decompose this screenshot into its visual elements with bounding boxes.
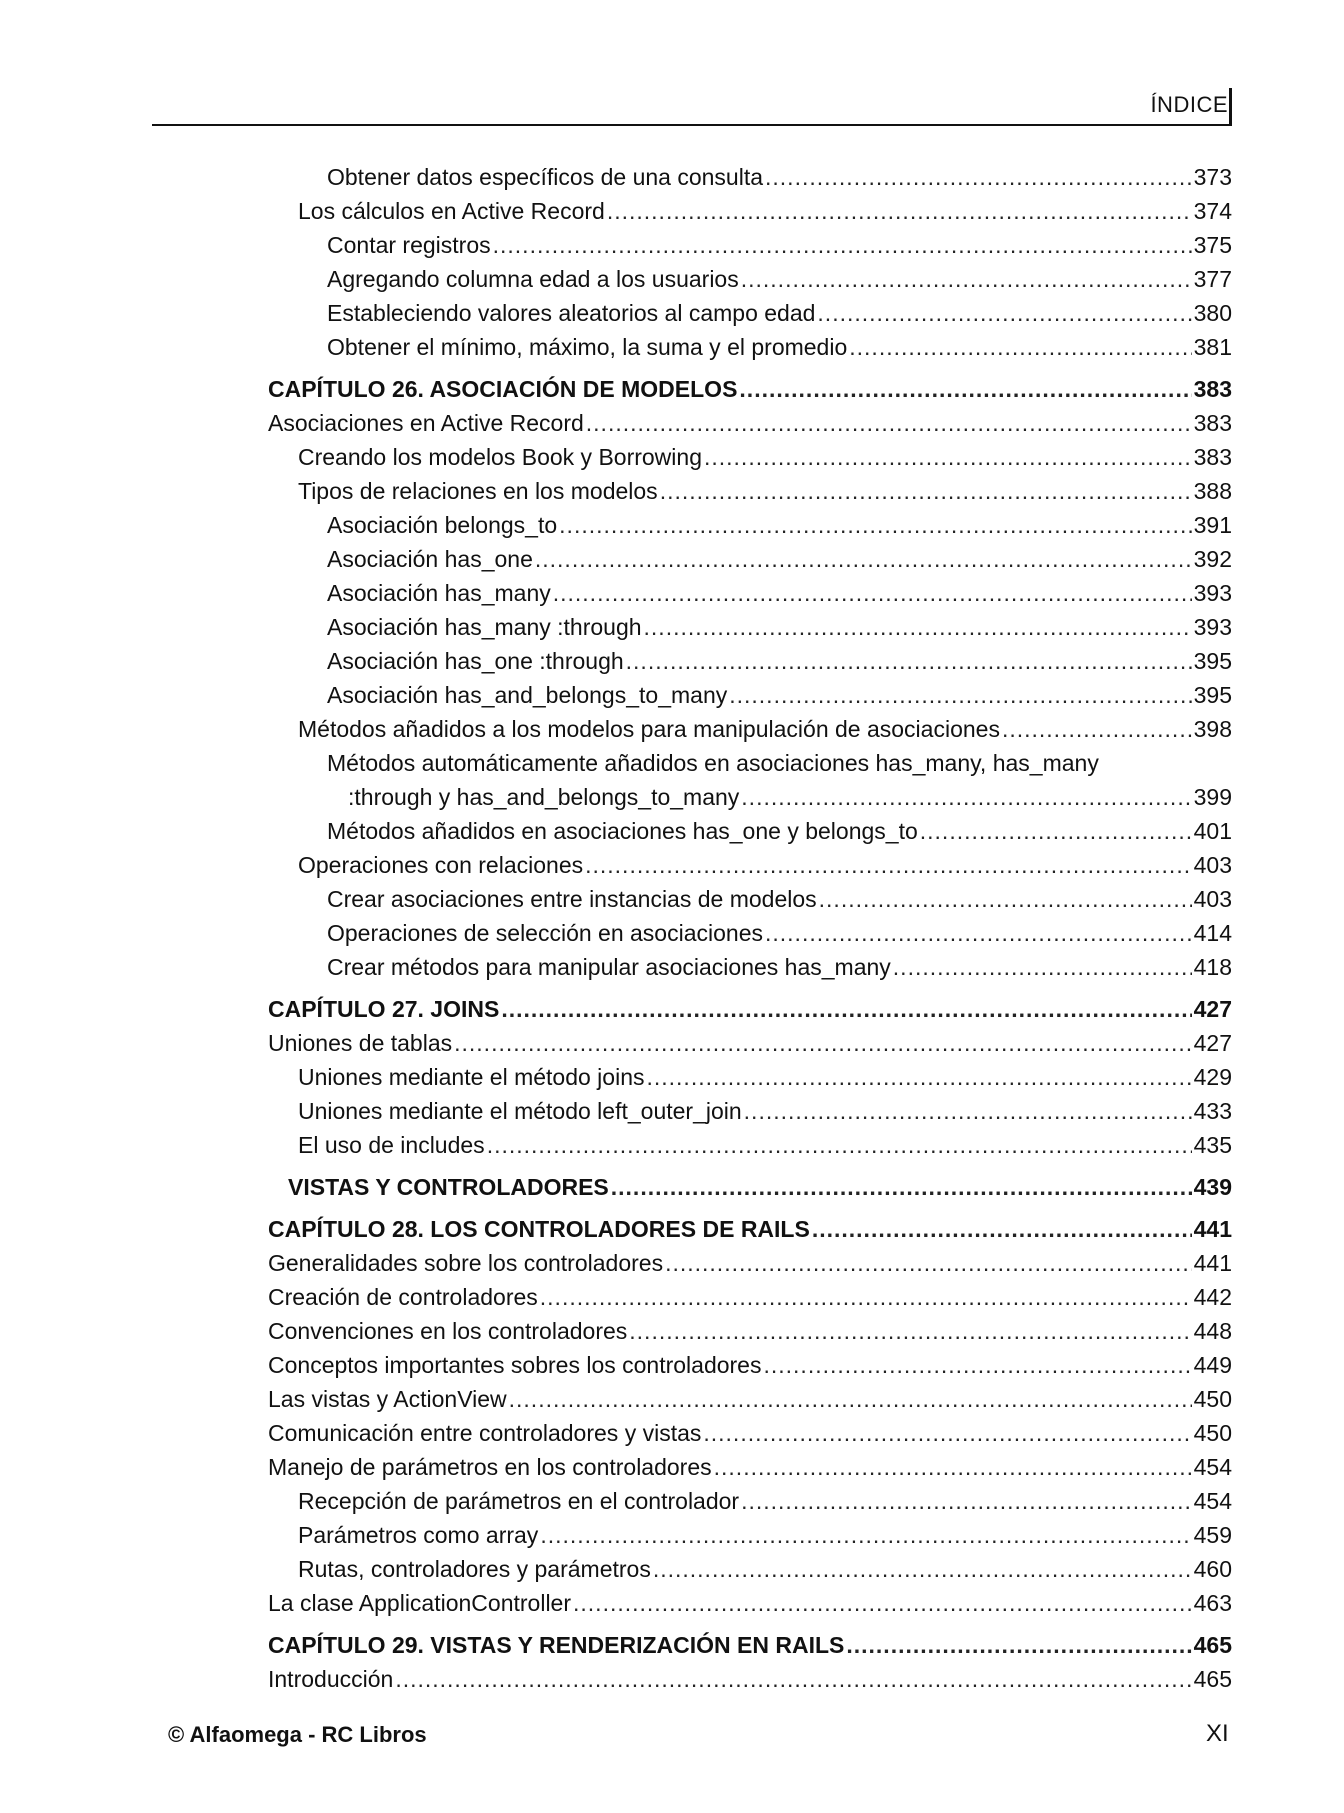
toc-entry	[268, 610, 1232, 644]
dot-leader	[559, 508, 1191, 542]
toc-entry-label: Asociación has_one :through	[327, 648, 624, 674]
toc-entry-label: Contar registros	[327, 232, 491, 258]
dot-leader	[763, 1348, 1191, 1382]
toc-entry	[268, 1128, 1232, 1162]
dot-leader	[665, 1246, 1192, 1280]
dot-leader	[741, 1484, 1192, 1518]
toc-entry-label: Operaciones con relaciones	[298, 852, 584, 878]
toc-entry-label: Estableciendo valores aleatorios al campo edad	[327, 300, 816, 326]
toc-entry-page: 403	[1193, 852, 1232, 878]
toc-entry-page: 377	[1193, 266, 1232, 292]
toc-entry-label: Uniones mediante el método joins	[298, 1064, 645, 1090]
toc-entry-label: Las vistas y ActionView	[268, 1386, 507, 1412]
dot-leader	[629, 1314, 1191, 1348]
dot-leader	[487, 1128, 1192, 1162]
toc-entry-page: 383	[1193, 410, 1232, 436]
dot-leader	[395, 1662, 1191, 1696]
toc-entry-label: Asociación has_one	[327, 546, 533, 572]
toc-entry-page: 418	[1193, 954, 1232, 980]
toc-entry-page: 395	[1193, 648, 1232, 674]
toc-entry	[268, 1484, 1232, 1518]
toc-entry-label: CAPÍTULO 27. JOINS	[268, 996, 500, 1022]
footer-publisher: © Alfaomega - RC Libros	[168, 1722, 427, 1747]
dot-leader	[741, 780, 1191, 814]
toc-entry-label: CAPÍTULO 26. ASOCIACIÓN DE MODELOS	[268, 376, 738, 402]
toc-entry-label: Agregando columna edad a los usuarios	[327, 266, 739, 292]
toc-chapter-entry	[268, 1628, 1232, 1662]
dot-leader	[553, 576, 1192, 610]
dot-leader	[653, 1552, 1192, 1586]
toc-entry	[268, 1586, 1232, 1620]
toc-entry-page: 433	[1193, 1098, 1232, 1124]
dot-leader	[607, 194, 1192, 228]
toc-entry-page: 383	[1193, 376, 1232, 402]
toc-entry	[268, 644, 1232, 678]
toc-entry-label: Operaciones de selección en asociaciones	[327, 920, 763, 946]
toc-entry	[268, 1450, 1232, 1484]
dot-leader	[893, 950, 1192, 984]
toc-entry-label: Asociación has_many :through	[327, 614, 642, 640]
toc-entry-page: 454	[1193, 1454, 1232, 1480]
toc-chapter-entry	[268, 1212, 1232, 1246]
dot-leader	[703, 1416, 1191, 1450]
toc-entry	[268, 1662, 1232, 1696]
dot-leader	[1002, 712, 1192, 746]
toc-entry-page: 383	[1193, 444, 1232, 470]
toc-entry-page: 427	[1193, 996, 1232, 1022]
toc-entry	[268, 228, 1232, 262]
dot-leader	[714, 1450, 1192, 1484]
toc-entry-label: Crear asociaciones entre instancias de modelos	[327, 886, 817, 912]
toc-entry	[268, 406, 1232, 440]
dot-leader	[744, 1094, 1192, 1128]
toc-entry-label: Obtener datos específicos de una consulta	[327, 164, 764, 190]
toc-entry	[268, 1280, 1232, 1314]
toc-entry-page: 429	[1193, 1064, 1232, 1090]
toc-entry-label: Parámetros como array	[298, 1522, 539, 1548]
toc-chapter-entry	[268, 992, 1232, 1026]
toc-entry	[268, 780, 1232, 814]
toc-entry	[268, 1518, 1232, 1552]
toc-entry-page: 374	[1193, 198, 1232, 224]
toc-entry-page: 427	[1193, 1030, 1232, 1056]
dot-leader	[849, 330, 1191, 364]
toc-entry-label: Obtener el mínimo, máximo, la suma y el promedio	[327, 334, 848, 360]
toc-entry-label: Los cálculos en Active Record	[298, 198, 605, 224]
toc-entry	[268, 916, 1232, 950]
dot-leader	[739, 372, 1191, 406]
toc-entry-page: 465	[1193, 1632, 1232, 1658]
toc-entry	[268, 508, 1232, 542]
toc-entry	[268, 1060, 1232, 1094]
toc-entry-label: Introducción	[268, 1666, 394, 1692]
toc-entry-page: 435	[1193, 1132, 1232, 1158]
toc-entry-label: VISTAS Y CONTROLADORES	[288, 1174, 609, 1200]
toc-entry-label: Métodos automáticamente añadidos en asociaciones has_many, has_many	[327, 750, 1099, 776]
toc-chapter-entry	[268, 372, 1232, 406]
toc-entry-label: Asociación belongs_to	[327, 512, 558, 538]
toc-entry-page: 454	[1193, 1488, 1232, 1514]
toc-entry-page: 448	[1193, 1318, 1232, 1344]
toc-entry	[268, 1382, 1232, 1416]
toc-entry-label: :through y has_and_belongs_to_many	[348, 784, 740, 810]
toc-entry-page: 441	[1193, 1216, 1232, 1242]
toc-entry-page: 393	[1193, 580, 1232, 606]
dot-leader	[817, 296, 1191, 330]
toc-entry	[268, 474, 1232, 508]
toc-entry	[268, 1348, 1232, 1382]
toc-entry-page: 449	[1193, 1352, 1232, 1378]
dot-leader	[644, 610, 1192, 644]
toc-entry-label: Creación de controladores	[268, 1284, 538, 1310]
toc-entry-label: Tipos de relaciones en los modelos	[298, 478, 658, 504]
toc-entry-label: CAPÍTULO 28. LOS CONTROLADORES DE RAILS	[268, 1216, 810, 1242]
toc-entry-label: CAPÍTULO 29. VISTAS Y RENDERIZACIÓN EN RAILS	[268, 1632, 845, 1658]
toc-entry-label: Crear métodos para manipular asociaciones has_many	[327, 954, 891, 980]
toc-entry	[268, 848, 1232, 882]
dot-leader	[646, 1060, 1191, 1094]
toc-entry-label: Métodos añadidos a los modelos para manipulación de asociaciones	[298, 716, 1000, 742]
toc-entry-page: 373	[1193, 164, 1232, 190]
toc-entry-label: Métodos añadidos en asociaciones has_one y belongs_to	[327, 818, 918, 844]
dot-leader	[729, 678, 1191, 712]
toc-entry	[268, 882, 1232, 916]
dot-leader	[660, 474, 1192, 508]
toc-entry-page: 459	[1193, 1522, 1232, 1548]
toc-entry	[268, 1094, 1232, 1128]
dot-leader	[626, 644, 1192, 678]
toc-entry	[268, 194, 1232, 228]
dot-leader	[920, 814, 1192, 848]
toc-entry-label: Uniones mediante el método left_outer_join	[298, 1098, 742, 1124]
dot-leader	[846, 1628, 1191, 1662]
dot-leader	[611, 1170, 1192, 1204]
toc-entry-page: 381	[1193, 334, 1232, 360]
toc-entry-label: Recepción de parámetros en el controlador	[298, 1488, 740, 1514]
toc-entry-label: Generalidades sobre los controladores	[268, 1250, 664, 1276]
toc-entry	[268, 1026, 1232, 1060]
toc-entry	[268, 814, 1232, 848]
footer-page-number: XI	[1206, 1720, 1229, 1747]
toc-entry-page: 392	[1193, 546, 1232, 572]
toc-entry-label: Creando los modelos Book y Borrowing	[298, 444, 702, 470]
toc-entry	[268, 330, 1232, 364]
toc-entry	[268, 712, 1232, 746]
toc-entry-label: Conceptos importantes sobres los controladores	[268, 1352, 762, 1378]
dot-leader	[501, 992, 1191, 1026]
table-of-contents	[268, 160, 1232, 1696]
dot-leader	[585, 848, 1192, 882]
running-header: ÍNDICE	[1150, 92, 1228, 117]
dot-leader	[540, 1518, 1191, 1552]
toc-entry	[268, 950, 1232, 984]
toc-entry-page: 414	[1193, 920, 1232, 946]
header-vertical-rule	[1229, 88, 1232, 126]
toc-entry-page: 375	[1193, 232, 1232, 258]
toc-entry-page: 398	[1193, 716, 1232, 742]
toc-entry	[268, 1314, 1232, 1348]
toc-entry-label: La clase ApplicationController	[268, 1590, 572, 1616]
toc-entry-label: Convenciones en los controladores	[268, 1318, 628, 1344]
toc-entry	[268, 1246, 1232, 1280]
toc-entry	[268, 576, 1232, 610]
toc-entry-page: 395	[1193, 682, 1232, 708]
dot-leader	[540, 1280, 1192, 1314]
toc-entry-page: 442	[1193, 1284, 1232, 1310]
toc-entry-page: 388	[1193, 478, 1232, 504]
toc-entry	[268, 296, 1232, 330]
header-rule	[152, 124, 1232, 126]
dot-leader	[509, 1382, 1192, 1416]
toc-entry-page: 399	[1193, 784, 1232, 810]
toc-entry-page: 401	[1193, 818, 1232, 844]
toc-entry-page: 441	[1193, 1250, 1232, 1276]
toc-entry-page: 393	[1193, 614, 1232, 640]
toc-entry-page: 465	[1193, 1666, 1232, 1692]
dot-leader	[765, 160, 1192, 194]
toc-entry-label: Manejo de parámetros en los controladores	[268, 1454, 712, 1480]
toc-entry	[268, 542, 1232, 576]
toc-entry-label: Rutas, controladores y parámetros	[298, 1556, 651, 1582]
dot-leader	[586, 406, 1192, 440]
toc-entry-label: Uniones de tablas	[268, 1030, 453, 1056]
toc-entry-page: 450	[1193, 1386, 1232, 1412]
toc-entry	[268, 160, 1232, 194]
toc-entry	[268, 1552, 1232, 1586]
toc-entry	[268, 440, 1232, 474]
dot-leader	[812, 1212, 1192, 1246]
toc-entry	[268, 262, 1232, 296]
toc-entry	[268, 1416, 1232, 1450]
toc-entry	[268, 678, 1232, 712]
toc-entry-page: 380	[1193, 300, 1232, 326]
dot-leader	[573, 1586, 1192, 1620]
toc-entry-label: Comunicación entre controladores y vistas	[268, 1420, 702, 1446]
toc-entry-label: Asociación has_many	[327, 580, 551, 606]
dot-leader	[741, 262, 1192, 296]
dot-leader	[454, 1026, 1192, 1060]
toc-entry-label: Asociación has_and_belongs_to_many	[327, 682, 728, 708]
toc-entry-page: 439	[1193, 1174, 1232, 1200]
toc-entry-page: 403	[1193, 886, 1232, 912]
dot-leader	[819, 882, 1192, 916]
dot-leader	[765, 916, 1192, 950]
toc-entry-page: 450	[1193, 1420, 1232, 1446]
toc-entry-page: 463	[1193, 1590, 1232, 1616]
dot-leader	[493, 228, 1192, 262]
toc-part-entry	[268, 1170, 1232, 1204]
dot-leader	[704, 440, 1192, 474]
dot-leader	[535, 542, 1192, 576]
toc-entry-page: 460	[1193, 1556, 1232, 1582]
toc-entry-label: El uso de includes	[298, 1132, 485, 1158]
toc-entry-page: 391	[1193, 512, 1232, 538]
toc-entry-label: Asociaciones en Active Record	[268, 410, 584, 436]
